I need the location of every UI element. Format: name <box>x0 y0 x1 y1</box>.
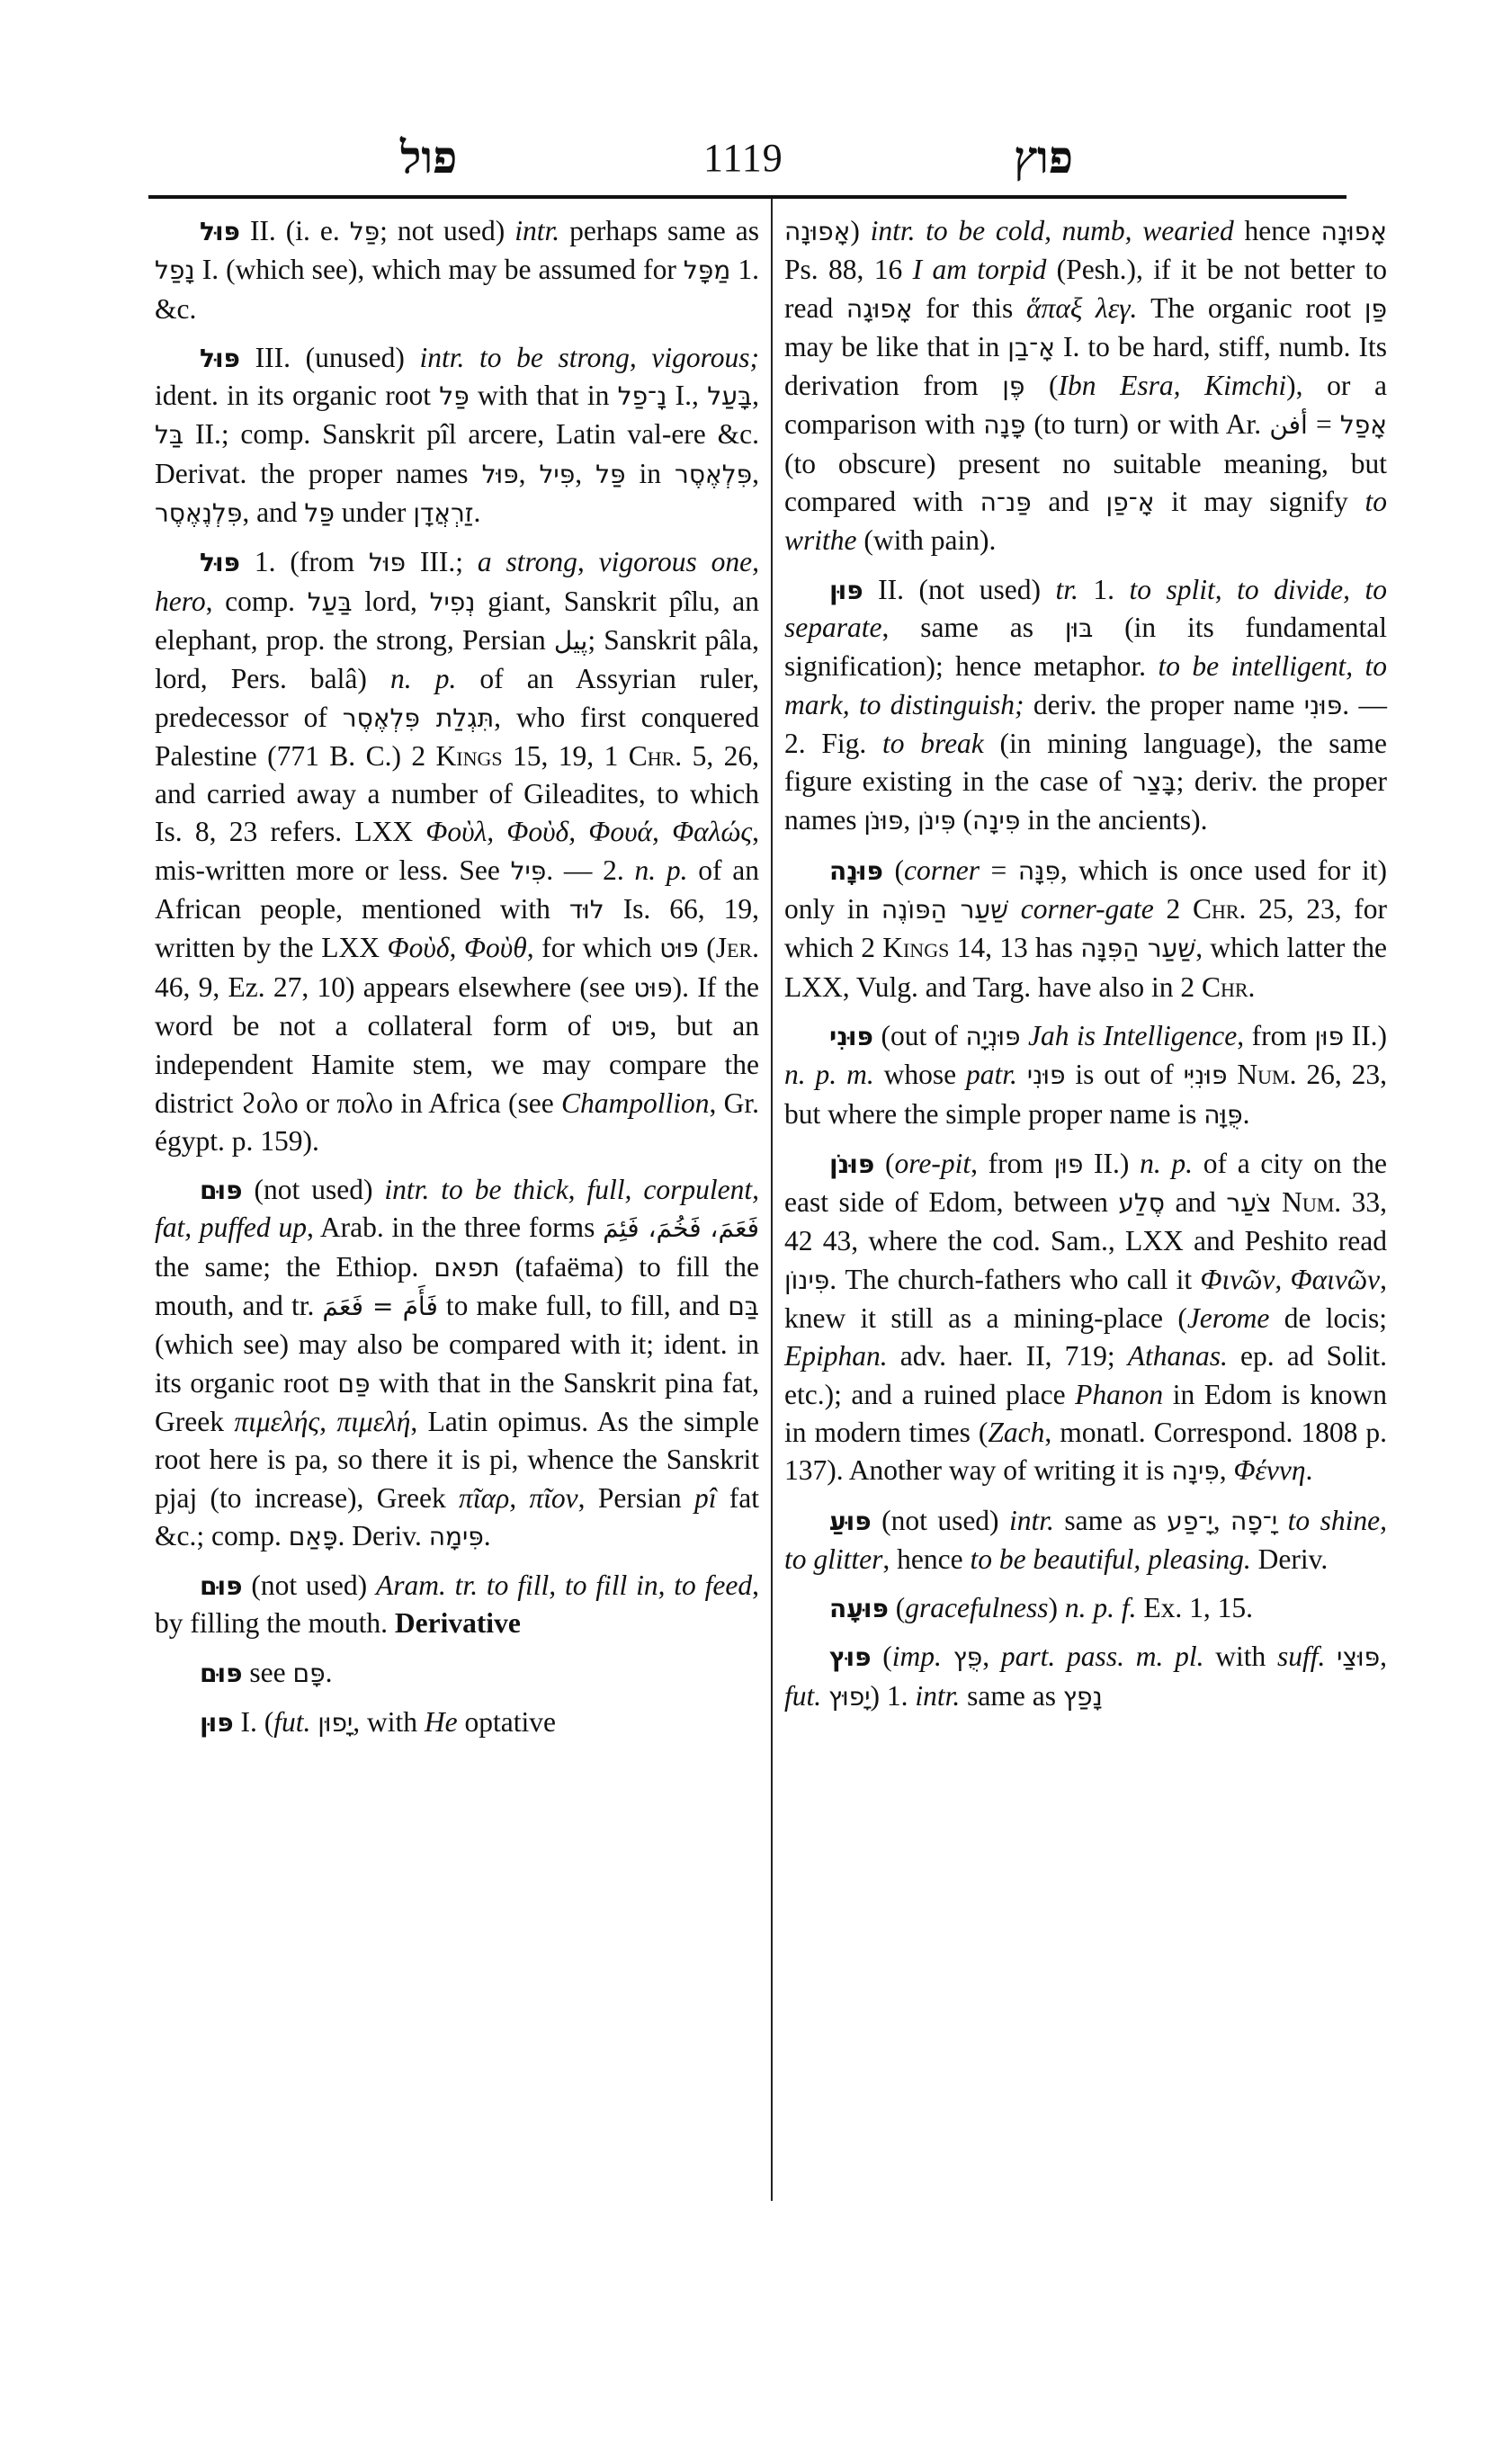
entry-text: = <box>1307 408 1340 441</box>
entry-text: , and <box>242 496 305 529</box>
entry-text: , by filling the mouth. <box>155 1569 759 1640</box>
entry-text: Ex. 1, 15. <box>1136 1592 1253 1624</box>
entry-text: . — 2. <box>546 854 635 886</box>
page-number: 1119 <box>703 136 783 180</box>
entry-text: (in its fundamental signification); hence metaphor. <box>784 611 1387 683</box>
entry-text: ( <box>1024 370 1059 402</box>
hebrew-word: בַּעַל <box>307 586 353 617</box>
entry-text: 25, 23, for which 2 <box>784 893 1387 964</box>
column-divider <box>771 199 773 2201</box>
entry-text: 46, 9, Ez. 27, 10) appears elsewhere (see <box>155 970 634 1003</box>
entry-italic-text: pî <box>693 1481 717 1514</box>
entry-italic-text: n. p. <box>1140 1147 1194 1179</box>
entry-text: with <box>1203 1641 1277 1673</box>
entry-text: , which is once used for it) only in <box>784 854 1387 925</box>
entry-text: (to turn) or with Ar. <box>1025 408 1270 441</box>
dictionary-entry <box>155 339 759 532</box>
entry-text <box>942 1641 953 1672</box>
entry-text: deriv. the proper name <box>1024 688 1304 720</box>
dictionary-entry <box>784 1017 1387 1134</box>
hebrew-word: נְפִיל <box>429 586 476 617</box>
dictionary-entry <box>784 212 1387 560</box>
book-reference: Chr. <box>1192 893 1247 925</box>
hebrew-word: פִּינָה <box>972 806 1021 836</box>
hebrew-word: פִּיל <box>510 855 547 886</box>
entry-headword: פּוּנֹן <box>829 1149 875 1179</box>
entry-italic-text: to writhe <box>784 486 1388 557</box>
hebrew-word: בּוּן <box>1064 612 1094 643</box>
entry-headword: פּוּל <box>200 217 240 246</box>
entry-text: III.; <box>406 546 478 578</box>
entry-text: ( <box>871 1641 892 1673</box>
hebrew-word: פֻּוָּה <box>1203 1099 1243 1130</box>
entry-headword: פּוּל <box>200 343 240 373</box>
hebrew-word: תפאם <box>434 1252 500 1283</box>
arabic-word: أفن <box>1269 410 1308 441</box>
entry-text: of an Assyrian ruler, predecessor of <box>155 663 759 733</box>
entry-text: 33, 42 43, where the cod. Sam., LXX and Peshito read <box>784 1186 1388 1257</box>
entry-headword: פּוּן <box>200 1707 234 1738</box>
entry-italic-text: fut. <box>784 1679 822 1712</box>
entry-italic-text: patr. <box>966 1059 1017 1091</box>
hebrew-word: אָפוּנָה <box>1320 217 1387 246</box>
entry-text: ). If the word be not a collateral form of <box>155 970 760 1042</box>
entry-italic-text: Champollion <box>560 1086 710 1119</box>
entry-text <box>1325 1641 1337 1672</box>
hebrew-word: פֶּן <box>1002 371 1025 402</box>
entry-italic-text: to break <box>882 727 984 759</box>
entry-italic-text: to split, to divide, to separate <box>784 573 1387 643</box>
entry-text: adv. haer. II, 719; <box>887 1340 1128 1373</box>
entry-headword: פּוּם <box>200 1658 243 1688</box>
hebrew-word: פּוּן <box>1314 1021 1345 1051</box>
entry-text: , <box>518 457 540 489</box>
entry-italic-text: suff. <box>1276 1641 1326 1673</box>
entry-text: under <box>334 496 414 529</box>
hebrew-word: שַׁעַר הַפִּנָּה <box>1080 934 1196 964</box>
arabic-word: فَعَمَ، فَخُمَ، فَئِمَ <box>603 1213 759 1244</box>
running-header <box>148 126 1346 189</box>
entry-text: whose <box>873 1059 967 1091</box>
entry-text: II. (not used) <box>863 573 1056 605</box>
hebrew-word: יָ־פַע <box>1167 1506 1213 1536</box>
entry-text: , <box>575 457 596 489</box>
entry-text: (not used) <box>242 1174 385 1206</box>
right-column <box>784 212 1387 1727</box>
entry-text: ), or a comparison with <box>784 370 1387 441</box>
entry-text: , but an independent Hamite stem, we may compare the district ϩολο or πολο in Africa (see <box>155 1009 759 1119</box>
hebrew-word: פִּנָּה <box>1017 855 1060 886</box>
book-reference: Num. <box>1282 1186 1342 1219</box>
hebrew-word: פּוּט <box>659 934 699 964</box>
entry-text: 5, 26, and carried away a number of Gileadites, to which Is. 8, 23 refers. LXX <box>155 739 759 848</box>
entry-headword: פּוּם <box>200 1571 243 1602</box>
entry-text: ; Sanskrit pâla, lord, Pers. balâ) <box>155 623 760 695</box>
entry-italic-text: gracefulness <box>905 1592 1049 1624</box>
entry-italic-text: Zach <box>988 1416 1045 1448</box>
entry-text: . <box>483 1519 491 1551</box>
entry-text: II.) <box>1344 1019 1387 1051</box>
dictionary-entry <box>784 1502 1387 1579</box>
dictionary-entry <box>784 571 1387 841</box>
entry-text: (Pesh.), if it be not better to read <box>784 254 1387 324</box>
entry-text: (not used) <box>242 1569 376 1602</box>
greek-text: Φέννη <box>1233 1454 1306 1487</box>
entry-text: = <box>979 854 1018 886</box>
entry-text: and <box>1031 486 1106 518</box>
entry-italic-text: tr. <box>1055 573 1078 605</box>
entry-italic-text: intr. <box>514 215 560 246</box>
hebrew-word: יָ־פָה <box>1230 1506 1278 1536</box>
hebrew-word: בַּל <box>155 420 184 451</box>
entry-text: ( <box>882 854 904 886</box>
entry-italic-text: He <box>424 1705 458 1738</box>
hebrew-word: פִּלְנֶאֶסֶר <box>155 498 243 529</box>
hebrew-word: פּוּן <box>1053 1149 1084 1179</box>
entry-italic-text: to be beautiful, pleasing. <box>970 1542 1251 1575</box>
entry-headword: פּוּם <box>200 1176 243 1206</box>
hebrew-word: אָ־בַן <box>1007 332 1055 362</box>
entry-text: same as <box>1053 1504 1168 1536</box>
hebrew-word: פִּימָה <box>428 1521 484 1551</box>
entry-text: with that in <box>469 380 618 412</box>
entry-text: , <box>1380 1641 1388 1673</box>
entry-italic-text: I am torpid <box>912 254 1047 286</box>
entry-text: ; not used) <box>380 215 515 246</box>
entry-italic-text: Jah is Intelligence <box>1027 1019 1238 1051</box>
entry-headword: פּוּנִי <box>829 1021 873 1051</box>
entry-text: (not used) <box>871 1504 1010 1536</box>
hebrew-word: פּוּנִיִּי <box>1183 1060 1228 1091</box>
hebrew-word: פּוּט <box>633 972 673 1003</box>
greek-text: πιμελής, πιμελή <box>234 1405 411 1437</box>
hebrew-word: נָפַץ <box>1062 1681 1103 1712</box>
entry-italic-text: to shine, to glitter <box>784 1504 1387 1575</box>
entry-text: , <box>903 804 918 836</box>
hebrew-word: פּוּנִי <box>1026 1060 1066 1091</box>
hebrew-word: נָ־פַל <box>617 381 667 412</box>
entry-text: the same; the Ethiop. <box>155 1250 434 1283</box>
entry-italic-text: part. pass. m. pl. <box>1000 1641 1204 1673</box>
entry-text: , <box>752 457 760 489</box>
hebrew-word: יָפוּץ <box>828 1681 871 1712</box>
entry-italic-text: intr. <box>1009 1504 1054 1536</box>
entry-text: with that in the Sanskrit pina fat, Greek <box>155 1366 759 1437</box>
hebrew-word: פָּם <box>292 1658 326 1688</box>
hebrew-word: בָּעַל <box>707 381 753 412</box>
hebrew-word: פִּינָה <box>1171 1456 1220 1487</box>
entry-text: . <box>1242 1097 1250 1130</box>
entry-text: 2 <box>1153 893 1193 925</box>
entry-text: (out of <box>872 1019 966 1051</box>
hebrew-word: פַּל <box>595 459 626 489</box>
dictionary-entry <box>155 1703 759 1742</box>
left-guide-word: פול <box>400 132 458 183</box>
hebrew-word: זַרְאֲדָן <box>413 498 474 529</box>
entry-text: same as <box>960 1679 1063 1712</box>
hebrew-word: פַּל <box>304 498 335 529</box>
book-reference: Num. <box>1237 1059 1297 1091</box>
entry-text: , knew it still as a mining-place ( <box>784 1263 1387 1335</box>
entry-italic-text: a strong, vigorous one, hero <box>155 546 759 617</box>
entry-italic-text: n. p. <box>389 663 457 695</box>
entry-text: ( <box>888 1592 906 1624</box>
entry-headword: פּוּנָה <box>829 855 883 886</box>
entry-italic-text: Jerome <box>1186 1302 1270 1335</box>
greek-text: Φοὺλ, Φοὺδ, Φουά, Φαλώς <box>425 816 753 848</box>
entry-text: , <box>982 1641 1001 1673</box>
entry-text: of an African people, mentioned with <box>155 854 760 925</box>
entry-text: ( <box>698 932 716 964</box>
entry-text: , monatl. Correspond. 1808 p. 137). Another way of writing it is <box>784 1416 1387 1487</box>
entry-text: lord, <box>352 585 430 617</box>
greek-text: Φινῶν, Φαινῶν <box>1200 1263 1381 1295</box>
hebrew-word: פַּנ־ה <box>980 487 1032 518</box>
dictionary-entry <box>155 543 759 1160</box>
entry-text: , <box>1219 1454 1234 1487</box>
hebrew-word: בַּם <box>728 1292 759 1322</box>
entry-text: is out of <box>1065 1059 1184 1091</box>
entry-text: , Persian <box>577 1481 694 1514</box>
entry-text: II.) <box>1083 1147 1141 1179</box>
greek-text: Φοὺδ, Φοὺθ <box>387 932 527 964</box>
hebrew-word: אָפַל <box>1339 410 1387 441</box>
book-reference: Chr. <box>1201 970 1256 1003</box>
entry-headword: פּוּעַ <box>829 1506 872 1536</box>
hebrew-word: סֶלַע <box>1118 1188 1165 1219</box>
entry-text: I., <box>667 380 708 412</box>
entry-text: , which latter the LXX, Vulg. and Targ. have also in 2 <box>784 932 1387 1003</box>
entry-text: for this <box>912 291 1026 324</box>
entry-italic-text: n. p. f. <box>1064 1592 1137 1624</box>
entry-italic-text: Ibn Esra, Kimchi <box>1058 370 1287 402</box>
entry-text: (with pain). <box>856 524 997 557</box>
hebrew-word: פּוּצַי <box>1337 1642 1381 1673</box>
entry-text: 1. <box>1078 573 1130 605</box>
hebrew-word: פַּל <box>439 381 470 412</box>
hebrew-word: פֻּץ <box>953 1642 983 1673</box>
entry-bold-text: Derivative <box>394 1607 521 1640</box>
dictionary-entry <box>784 1589 1387 1627</box>
entry-italic-text: n. p. <box>634 854 688 886</box>
entry-italic-text: Epiphan. <box>784 1340 888 1373</box>
entry-text: (which see) may also be compared with it; ident. in its organic root <box>155 1328 759 1399</box>
entry-text: I. (which see), which may be assumed for <box>194 254 684 286</box>
entry-text: 1. (from <box>239 546 369 578</box>
entry-italic-text: corner <box>904 854 980 886</box>
entry-text: , comp. <box>205 585 308 617</box>
left-column <box>155 212 759 1753</box>
entry-text: . The church-fathers who call it <box>829 1263 1201 1295</box>
hebrew-word: אָפוּגָה <box>845 293 913 324</box>
entry-text: , same as <box>881 611 1065 643</box>
entry-text: (to obscure) present no suitable meaning, but compared with <box>784 447 1387 518</box>
entry-text: in the ancients). <box>1020 804 1208 836</box>
entry-italic-text: to be intelligent, to mark, to distinguish; <box>784 650 1387 720</box>
entry-text: . <box>473 496 481 529</box>
right-guide-word: פוץ <box>1014 132 1074 183</box>
hebrew-word: פַּם <box>337 1368 371 1399</box>
entry-text: ; deriv. the proper names <box>784 765 1388 836</box>
entry-italic-text: fut. <box>273 1705 311 1738</box>
entry-text: ) <box>850 215 871 246</box>
hebrew-word: פּוּט <box>610 1011 650 1042</box>
entry-italic-text: n. p. m. <box>784 1059 874 1091</box>
entry-text: to make full, to fill, and <box>437 1290 729 1322</box>
entry-text <box>1017 1059 1027 1090</box>
entry-text: 15, 19, 1 <box>502 739 629 772</box>
book-reference: Chr. <box>628 739 683 772</box>
hebrew-word: שַׁעַר הַפּוֹנֶה <box>881 895 1009 925</box>
hebrew-word: פָּנָה <box>983 410 1026 441</box>
entry-text <box>1020 1020 1028 1051</box>
entry-text: ( <box>874 1147 895 1179</box>
entry-italic-text: imp. <box>891 1641 942 1673</box>
entry-text: , with <box>353 1705 425 1738</box>
entry-italic-text: Aram. tr. to fill, to fill in, to feed <box>375 1569 753 1602</box>
dictionary-entry <box>155 1654 759 1693</box>
hebrew-word: פּוּל <box>481 459 519 489</box>
hebrew-word: פִּינוֹן <box>784 1265 830 1295</box>
entry-text: ) <box>1048 1592 1065 1624</box>
hebrew-word: פָּאַם <box>288 1521 338 1551</box>
entry-italic-text: ore-pit <box>894 1147 971 1179</box>
hebrew-word: פִּלְאֶסֶר <box>675 459 753 489</box>
entry-text <box>1277 1505 1287 1536</box>
greek-text: ἅπαξ λεγ. <box>1026 291 1138 324</box>
dictionary-entry <box>155 1171 759 1556</box>
entry-text: perhaps same as <box>559 215 759 246</box>
entry-text: 26, 23, but where the simple proper name is <box>784 1059 1388 1130</box>
hebrew-word: פּוּנִי <box>1303 690 1343 720</box>
entry-text: ) 1. <box>870 1679 916 1712</box>
hebrew-word: לוּד <box>568 895 604 925</box>
entry-text: (in mining language), the same figure existing in the case of <box>784 727 1387 798</box>
entry-text: it may signify <box>1154 486 1365 518</box>
entry-text: . Deriv. <box>337 1519 429 1551</box>
entry-text: and <box>1164 1186 1227 1219</box>
dictionary-entry <box>784 1638 1387 1716</box>
hebrew-word: פִּינֹן <box>917 806 956 836</box>
entry-text: may be like that in <box>784 330 1008 362</box>
entry-text: , Gr. égypt. p. 159). <box>155 1086 760 1157</box>
hebrew-word: נָפַל <box>155 255 195 286</box>
entry-text: , for which <box>526 932 660 964</box>
entry-italic-text: Athanas. <box>1127 1340 1228 1373</box>
entry-text: 1. &c. <box>155 254 760 325</box>
entry-text: . <box>325 1656 333 1688</box>
arabic-word: پيل <box>553 625 588 656</box>
entry-text: , <box>1212 1504 1231 1536</box>
entry-text <box>1227 1059 1237 1090</box>
entry-text: . — 2. Fig. <box>784 688 1387 759</box>
entry-text: hence <box>1233 215 1321 246</box>
entry-text: (tafaëma) to fill the mouth, and tr. <box>155 1250 759 1322</box>
hebrew-word: צֹעַר <box>1226 1188 1272 1219</box>
hebrew-word: פַּל <box>349 217 380 246</box>
hebrew-word: פּוּנֹן <box>863 806 904 836</box>
hebrew-word: אָפוּנָה <box>784 217 851 246</box>
entry-text: Is. 66, 19, written by the LXX <box>155 893 759 964</box>
entry-text: fat &c.; comp. <box>155 1481 759 1551</box>
entry-text: of a city on the east side of Edom, between <box>784 1147 1387 1219</box>
entry-text: giant, Sanskrit pîlu, an elephant, prop. the strong, Persian <box>155 585 759 656</box>
entry-text <box>821 1680 828 1712</box>
entry-italic-text: corner-gate <box>1020 893 1154 925</box>
entry-text: . <box>1305 1454 1313 1487</box>
entry-text: , from <box>971 1147 1054 1179</box>
hebrew-word: פִּיל <box>539 459 576 489</box>
dictionary-entry <box>155 212 759 328</box>
entry-text <box>1272 1186 1282 1218</box>
entry-text: ident. in its organic root <box>155 380 440 412</box>
entry-italic-text: Phanon <box>1075 1378 1164 1410</box>
entry-italic-text: intr. to be strong, vigorous; <box>419 341 759 373</box>
entry-text: , Arab. in the three forms <box>306 1212 604 1244</box>
entry-text: II. (i. e. <box>239 215 350 246</box>
dictionary-entry <box>784 852 1387 1006</box>
hebrew-word: בָּצַר <box>1132 767 1176 798</box>
hebrew-word: פּוּל <box>368 548 407 578</box>
entry-text: I. to be hard, stiff, numb. Its derivation from <box>784 330 1388 402</box>
arabic-word: فَأَمَ = فَعَمَ <box>322 1292 438 1322</box>
entry-text: ( <box>955 804 973 836</box>
entry-text <box>1008 893 1021 925</box>
hebrew-word: יָפוּן <box>318 1707 353 1738</box>
book-reference: Kings <box>882 932 950 964</box>
entry-text: , <box>752 380 760 412</box>
entry-headword: פּוּץ <box>829 1642 872 1673</box>
header-rule <box>148 195 1346 199</box>
entry-headword: פּוּעָה <box>829 1594 889 1624</box>
dictionary-entry <box>784 1145 1387 1491</box>
entry-headword: פּוּן <box>829 575 863 605</box>
entry-text: ep. ad Solit. etc.); and a ruined place <box>784 1340 1387 1410</box>
entry-text: in <box>625 457 675 489</box>
entry-text: in Edom is known in modern times ( <box>784 1378 1387 1448</box>
entry-text: I. ( <box>233 1705 274 1738</box>
entry-text: , hence <box>882 1542 971 1575</box>
entry-text: optative <box>457 1705 556 1738</box>
entry-italic-text: intr. to be thick, full, corpulent, fat, puffed up <box>155 1174 759 1244</box>
book-reference: Jer. <box>715 932 759 964</box>
hebrew-word: תִּגְלַת פִּלְאֶסֶר <box>342 702 495 733</box>
entry-italic-text: intr. <box>915 1679 961 1712</box>
hebrew-word: פַּן <box>1364 293 1387 324</box>
entry-text: , who first conquered Palestine (771 B. C.) 2 <box>155 701 759 772</box>
hebrew-word: פּוּנְיָה <box>965 1021 1021 1051</box>
entry-text: Deriv. <box>1250 1542 1329 1575</box>
entry-text: , mis-written more or less. See <box>155 816 759 886</box>
entry-text: , from <box>1237 1019 1315 1051</box>
entry-text: see <box>242 1656 293 1688</box>
dictionary-entry <box>155 1567 759 1643</box>
entry-headword: פּוּל <box>200 548 240 578</box>
entry-text: 14, 13 has <box>949 932 1081 964</box>
hebrew-word: מַפָּל <box>683 255 731 286</box>
entry-text: II.; comp. Sanskrit pîl arcere, Latin val-ere &c. Derivat. the proper names <box>155 418 759 489</box>
hebrew-word: אָ־פַן <box>1105 487 1155 518</box>
entry-text: III. (unused) <box>239 341 420 373</box>
entry-text: , Latin opimus. As the simple root here is pa, so there it is pi, whence the Sanskrit pjaj (to increase), Greek <box>155 1405 759 1514</box>
entry-text: The organic root <box>1137 291 1364 324</box>
entry-text: de locis; <box>1269 1302 1387 1335</box>
greek-text: πῖαρ, πῖον <box>459 1481 578 1514</box>
entry-text: Ps. 88, 16 <box>784 254 913 286</box>
entry-italic-text: intr. to be cold, numb, wearied <box>870 215 1234 246</box>
book-reference: Kings <box>435 739 503 772</box>
